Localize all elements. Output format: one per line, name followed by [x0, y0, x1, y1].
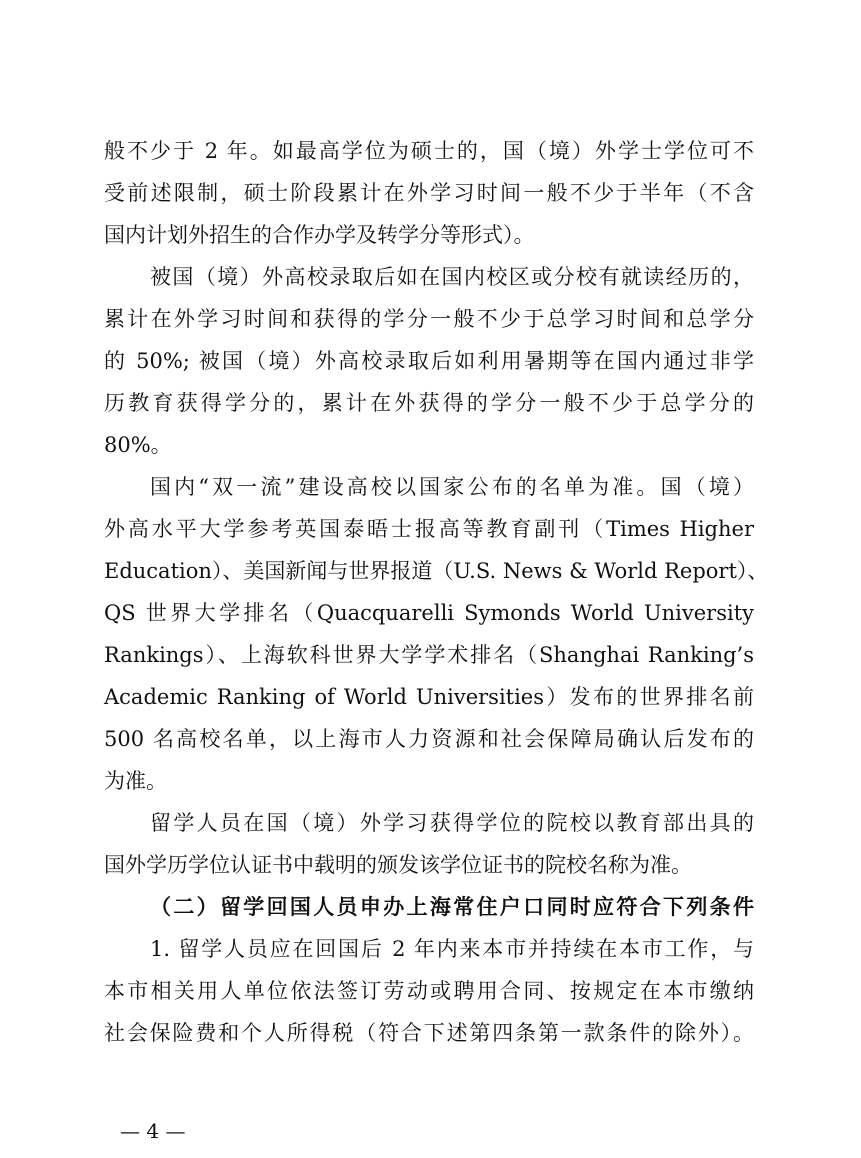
text-line-13: Rankings）、上海软科世界大学学术排名（Shanghai Ranking’s	[104, 643, 754, 667]
text-line-7: 历教育获得学分的，累计在外获得的学分一般不少于总学分的	[104, 391, 754, 415]
text-line-18: 国外学历学位认证书中载明的颁发该学位证书的院校名称为准。	[104, 853, 692, 877]
text-line-12: QS 世界大学排名（Quacquarelli Symonds World University	[104, 601, 754, 625]
page-number: — 4 —	[120, 1119, 186, 1143]
text-line-5: 累计在外学习时间和获得的学分一般不少于总学习时间和总学分	[104, 307, 754, 331]
text-line-2: 受前述限制，硕士阶段累计在外学习时间一般不少于半年（不含	[104, 181, 754, 205]
text-line-4: 被国（境）外高校录取后如在国内校区或分校有就读经历的，	[150, 265, 754, 289]
text-line-14: Academic Ranking of World Universities）发布的世界排名前	[104, 685, 754, 709]
text-line-9: 国内“双一流”建设高校以国家公布的名单为准。国（境）	[150, 475, 754, 499]
text-line-1: 般不少于 2 年。如最高学位为硕士的，国（境）外学士学位可不	[104, 139, 754, 163]
text-line-16: 为准。	[104, 769, 167, 793]
text-line-6: 的 50%; 被国（境）外高校录取后如利用暑期等在国内通过非学	[104, 349, 754, 373]
section-heading: （二）留学回国人员申办上海常住户口同时应符合下列条件	[150, 894, 754, 919]
text-line-15: 500 名高校名单，以上海市人力资源和社会保障局确认后发布的	[104, 727, 754, 751]
text-line-3: 国内计划外招生的合作办学及转学分等形式）。	[104, 223, 535, 247]
text-line-8: 80%。	[104, 433, 172, 457]
text-line-17: 留学人员在国（境）外学习获得学位的院校以教育部出具的	[150, 811, 754, 835]
text-line-11: Education）、美国新闻与世界报道（U.S. News & World Report）、	[104, 559, 769, 583]
text-line-10: 外高水平大学参考英国泰晤士报高等教育副刊（Times Higher	[104, 517, 754, 541]
text-line-22: 社会保险费和个人所得税（符合下述第四条第一款条件的除外）。	[104, 1021, 754, 1045]
text-line-20: 1. 留学人员应在回国后 2 年内来本市并持续在本市工作，与	[150, 937, 754, 961]
text-line-21: 本市相关用人单位依法签订劳动或聘用合同、按规定在本市缴纳	[104, 979, 754, 1003]
